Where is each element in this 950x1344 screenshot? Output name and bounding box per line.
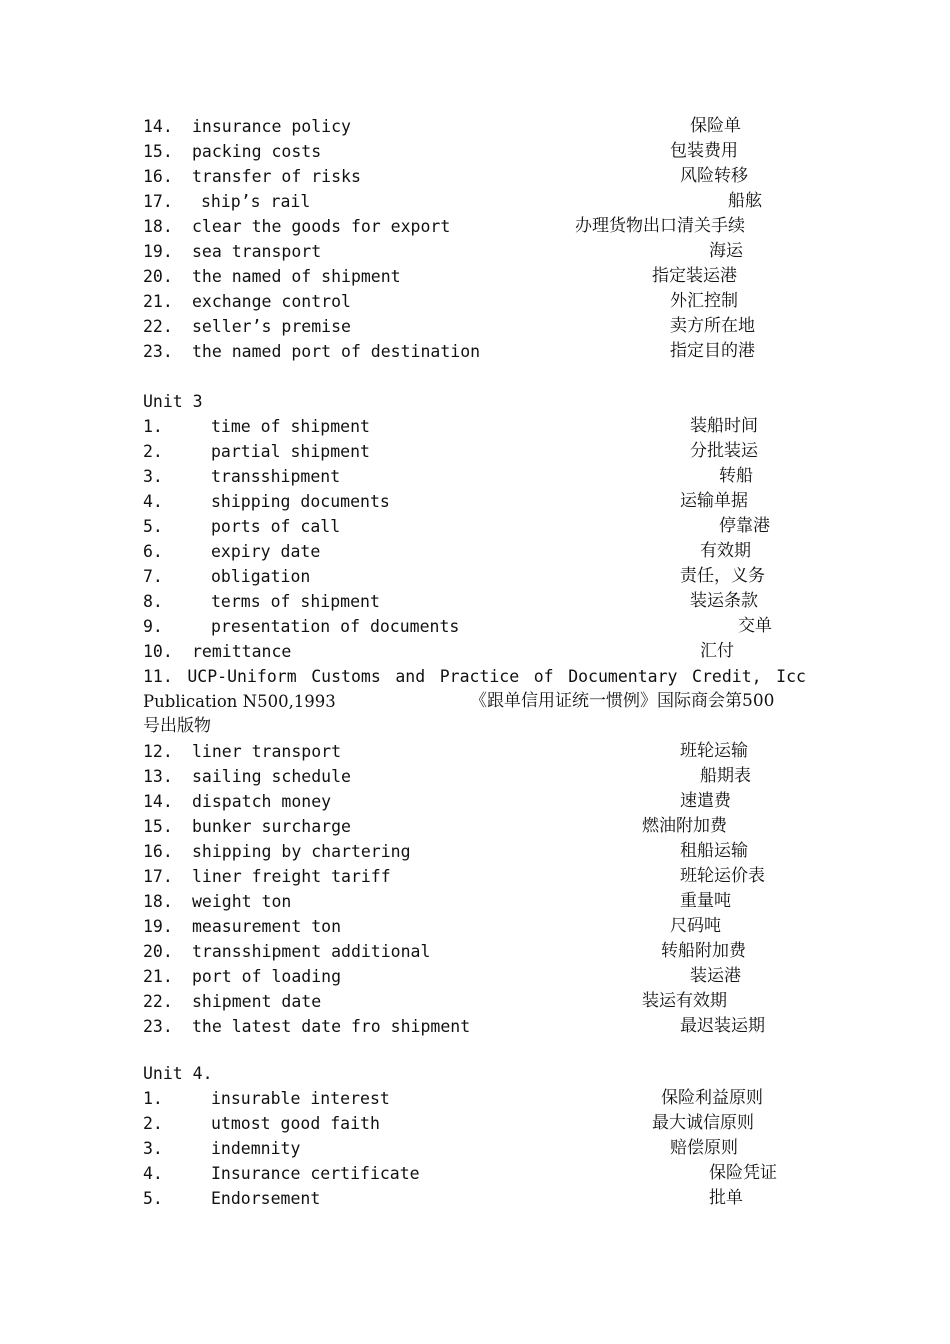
term-english: insurance policy: [192, 117, 351, 136]
list-item: [143, 839, 748, 864]
item-number: 19.: [143, 917, 173, 936]
term-chinese: 分批装运: [690, 441, 758, 461]
item-number: 17.: [143, 867, 173, 886]
term-english: measurement ton: [192, 917, 342, 936]
term-english: expiry date: [211, 542, 321, 561]
list-item: [143, 1186, 743, 1211]
term-english: packing costs: [192, 142, 322, 161]
list-item: [143, 864, 765, 889]
term-chinese: 租船运输: [680, 841, 748, 861]
list-item: [143, 1161, 777, 1186]
list-item: [143, 139, 738, 164]
list-item: [143, 739, 748, 764]
item-number: 4.: [143, 492, 163, 511]
list-item: [143, 964, 741, 989]
term-chinese: 速遣费: [680, 791, 731, 811]
term-english: terms of shipment: [211, 592, 380, 611]
term-chinese: 海运: [709, 241, 743, 261]
list-item: [143, 164, 748, 189]
item-number: 17.: [143, 192, 173, 211]
list-item: [143, 239, 743, 264]
term-english: remittance: [192, 642, 292, 661]
list-item: [143, 489, 748, 514]
term-english: sea transport: [192, 242, 322, 261]
list-item: [143, 514, 770, 539]
term-english: seller’s premise: [192, 317, 351, 336]
term-chinese: 保险凭证: [709, 1163, 777, 1183]
item-number: 20.: [143, 942, 173, 961]
term-chinese: 汇付: [700, 641, 734, 661]
term-english: Insurance certificate: [211, 1164, 420, 1183]
ucp-publication: Publication N500,1993: [143, 692, 336, 711]
term-english: transfer of risks: [192, 167, 361, 186]
term-chinese: 外汇控制: [670, 291, 738, 311]
term-english: clear the goods for export: [192, 217, 451, 236]
list-item: [143, 914, 721, 939]
item-number: 12.: [143, 742, 173, 761]
list-item: [143, 339, 755, 364]
list-item: [143, 939, 746, 964]
term-chinese: 包装费用: [670, 141, 738, 161]
ucp-word: Credit,: [692, 667, 762, 686]
list-item: [143, 589, 758, 614]
item-number: 16.: [143, 167, 173, 186]
item-number: 1.: [143, 1089, 163, 1108]
list-item: [143, 614, 772, 639]
item-number: 8.: [143, 592, 163, 611]
term-english: Endorsement: [211, 1189, 321, 1208]
list-item: [143, 789, 731, 814]
list-item: [143, 889, 731, 914]
term-english: indemnity: [211, 1139, 301, 1158]
term-chinese: 保险利益原则: [661, 1088, 763, 1108]
term-chinese: 卖方所在地: [670, 316, 755, 336]
item-number: 23.: [143, 1017, 173, 1036]
ucp-word: and: [395, 667, 426, 686]
list-item: [143, 289, 738, 314]
item-number: 2.: [143, 442, 163, 461]
ucp-chinese-title: 《跟单信用证统一惯例》国际商会第500: [470, 691, 775, 711]
item-number: 22.: [143, 317, 173, 336]
item-number: 23.: [143, 342, 173, 361]
list-item: [143, 114, 741, 139]
item-number: 7.: [143, 567, 163, 586]
term-chinese: 转船: [719, 466, 753, 486]
term-english: shipping by chartering: [192, 842, 411, 861]
term-chinese: 最迟装运期: [680, 1016, 765, 1036]
list-item: [143, 189, 762, 214]
list-item: [143, 1111, 754, 1136]
item-number: 1.: [143, 417, 163, 436]
list-item: [143, 639, 734, 664]
term-chinese: 重量吨: [680, 891, 731, 911]
list-item: [143, 564, 765, 589]
item-number: 4.: [143, 1164, 163, 1183]
item-number: 22.: [143, 992, 173, 1011]
ucp-word: UCP-Uniform: [187, 667, 297, 686]
ucp-chinese-suffix: 号出版物: [143, 716, 211, 736]
term-chinese: 装运有效期: [642, 991, 727, 1011]
item-number: 14.: [143, 117, 173, 136]
ucp-word: Icc: [776, 667, 806, 686]
term-english: the latest date fro shipment: [192, 1017, 471, 1036]
ucp-word: Documentary: [568, 667, 678, 686]
item-number: 5.: [143, 1189, 163, 1208]
list-item: [143, 539, 751, 564]
item-number: 18.: [143, 892, 173, 911]
item-number: 9.: [143, 617, 163, 636]
item-number: 16.: [143, 842, 173, 861]
term-english: bunker surcharge: [192, 817, 351, 836]
ucp-word: Customs: [311, 667, 381, 686]
term-english: time of shipment: [211, 417, 370, 436]
list-item: [143, 464, 753, 489]
unit4-heading: Unit 4.: [143, 1064, 213, 1083]
term-english: sailing schedule: [192, 767, 351, 786]
term-chinese: 装运条款: [690, 591, 758, 611]
item-number: 5.: [143, 517, 163, 536]
unit3-heading: Unit 3: [143, 392, 203, 411]
term-english: port of loading: [192, 967, 342, 986]
list-item: [143, 214, 745, 239]
term-english: shipping documents: [211, 492, 390, 511]
term-chinese: 班轮运价表: [680, 866, 765, 886]
term-chinese: 批单: [709, 1188, 743, 1208]
term-chinese: 船期表: [700, 766, 751, 786]
item-number: 3.: [143, 1139, 163, 1158]
list-item: [143, 264, 737, 289]
list-item: [143, 314, 755, 339]
term-english: dispatch money: [192, 792, 332, 811]
item-number: 15.: [143, 142, 173, 161]
term-chinese: 指定目的港: [670, 341, 755, 361]
term-english: transshipment: [211, 467, 341, 486]
list-item: [143, 1014, 765, 1039]
term-chinese: 船舷: [728, 191, 762, 211]
item-number: 2.: [143, 1114, 163, 1133]
item-number: 10.: [143, 642, 173, 661]
item-number: 14.: [143, 792, 173, 811]
term-english: ports of call: [211, 517, 341, 536]
term-english: partial shipment: [211, 442, 370, 461]
term-chinese: 责任，义务: [680, 566, 765, 586]
term-chinese: 转船附加费: [661, 941, 746, 961]
term-english: insurable interest: [211, 1089, 390, 1108]
term-english: exchange control: [192, 292, 351, 311]
term-chinese: 最大诚信原则: [652, 1113, 754, 1133]
list-item: [143, 1136, 738, 1161]
list-item-ucp-line2: [143, 689, 806, 714]
item-number: 20.: [143, 267, 173, 286]
term-english: weight ton: [192, 892, 292, 911]
list-item-ucp-line1: [143, 664, 806, 689]
item-number: 21.: [143, 292, 173, 311]
term-chinese: 停靠港: [719, 516, 770, 536]
term-chinese: 运输单据: [680, 491, 748, 511]
list-item: [143, 414, 758, 439]
term-english: liner freight tariff: [192, 867, 391, 886]
term-english: utmost good faith: [211, 1114, 380, 1133]
item-number: 11.: [143, 667, 173, 686]
ucp-word: of: [533, 667, 554, 686]
item-number: 21.: [143, 967, 173, 986]
item-number: 15.: [143, 817, 173, 836]
term-english: the named of shipment: [192, 267, 401, 286]
term-chinese: 装运港: [690, 966, 741, 986]
item-number: 18.: [143, 217, 173, 236]
term-chinese: 办理货物出口清关手续: [575, 216, 745, 236]
term-english: the named port of destination: [192, 342, 481, 361]
list-item: [143, 1086, 763, 1111]
term-chinese: 尺码吨: [670, 916, 721, 936]
term-chinese: 燃油附加费: [642, 816, 727, 836]
list-item: [143, 439, 758, 464]
term-english: liner transport: [192, 742, 342, 761]
term-chinese: 有效期: [700, 541, 751, 561]
term-chinese: 交单: [738, 616, 772, 636]
item-number: 19.: [143, 242, 173, 261]
list-item: [143, 989, 727, 1014]
term-chinese: 赔偿原则: [670, 1138, 738, 1158]
term-chinese: 风险转移: [680, 166, 748, 186]
item-number: 6.: [143, 542, 163, 561]
term-chinese: 装船时间: [690, 416, 758, 436]
term-chinese: 班轮运输: [680, 741, 748, 761]
item-number: 13.: [143, 767, 173, 786]
list-item-ucp-line3: [143, 714, 211, 739]
term-english: ship’s rail: [201, 192, 311, 211]
term-chinese: 保险单: [690, 116, 741, 136]
term-english: shipment date: [192, 992, 322, 1011]
term-english: obligation: [211, 567, 311, 586]
list-item: [143, 764, 751, 789]
item-number: 3.: [143, 467, 163, 486]
term-chinese: 指定装运港: [652, 266, 737, 286]
list-item: [143, 814, 727, 839]
ucp-word: Practice: [439, 667, 520, 686]
term-english: transshipment additional: [192, 942, 431, 961]
term-english: presentation of documents: [211, 617, 460, 636]
